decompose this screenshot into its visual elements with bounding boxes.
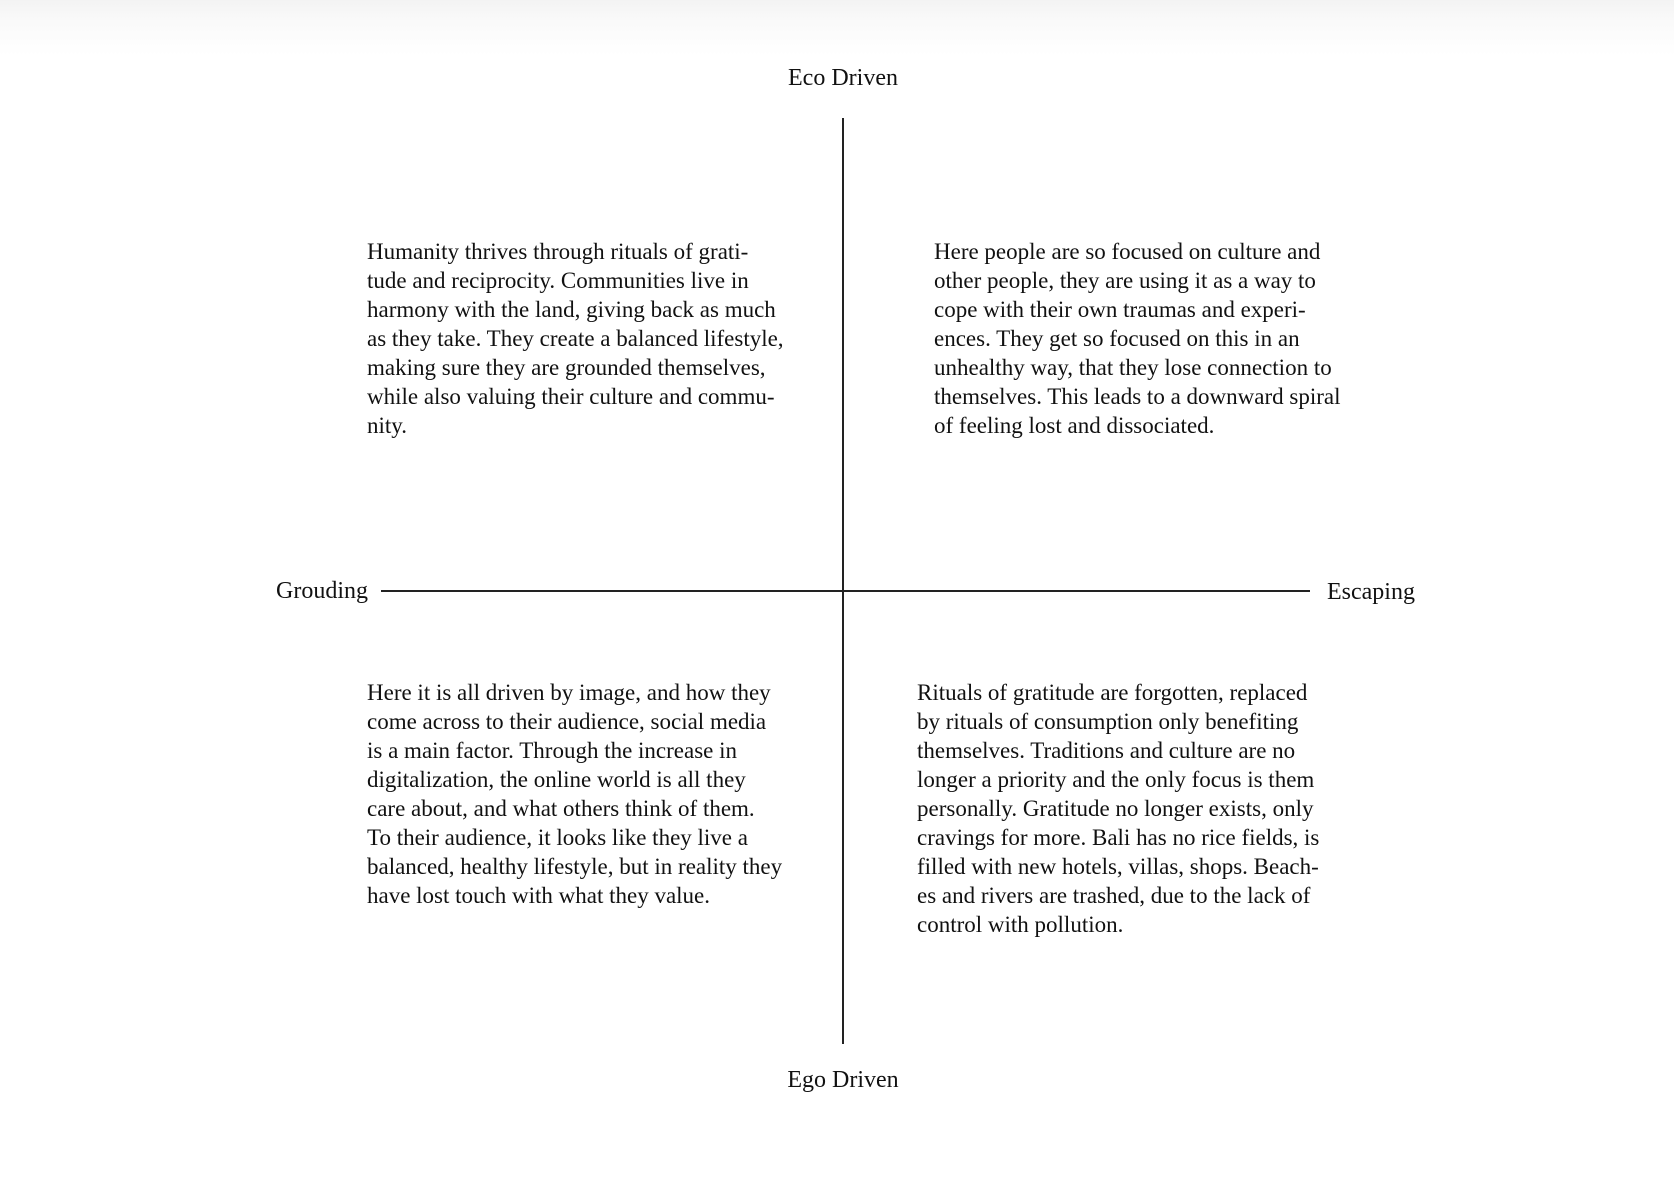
axis-label-right: Escaping [1327, 579, 1415, 605]
axis-label-left: Grouding [276, 578, 368, 604]
axis-label-top: Eco Driven [788, 65, 898, 91]
quadrant-bottom-right-text: Rituals of gratitude are forgotten, replaced by rituals of consumption only benefiting themselves. Traditions and culture are no longer a priority and the only focus is them personally. Gratitude no longer exists, only cravings for more. Bali has no rice fields, is filled with new hotels, villas, shops. Beach- es and rivers are trashed, due to the lack of control with pollution. [917, 680, 1320, 937]
vertical-axis-line [842, 118, 844, 1044]
horizontal-axis-line [381, 590, 1310, 592]
quadrant-bottom-left-text: Here it is all driven by image, and how they come across to their audience, social media is a main factor. Through the increase in digitalization, the online world is all they care about, and what others think of them. To their audience, it looks like they live a balanced, healthy lifestyle, but in reality they have lost touch with what they value. [367, 680, 783, 908]
quadrant-top-left-text: Humanity thrives through rituals of grati- tude and reciprocity. Communities live in harmony with the land, giving back as much as they take. They create a balanced lifestyle, making sure they are grounded themselves, while also valuing their culture and commu- nity. [367, 239, 784, 438]
axis-label-bottom: Ego Driven [787, 1067, 899, 1093]
quadrant-top-right-text: Here people are so focused on culture and other people, they are using it as a way to cope with their own traumas and experi- ences. They get so focused on this in an unhealthy way, that they lose connection to themselves. This leads to a downward spiral of feeling lost and dissociated. [934, 239, 1341, 438]
